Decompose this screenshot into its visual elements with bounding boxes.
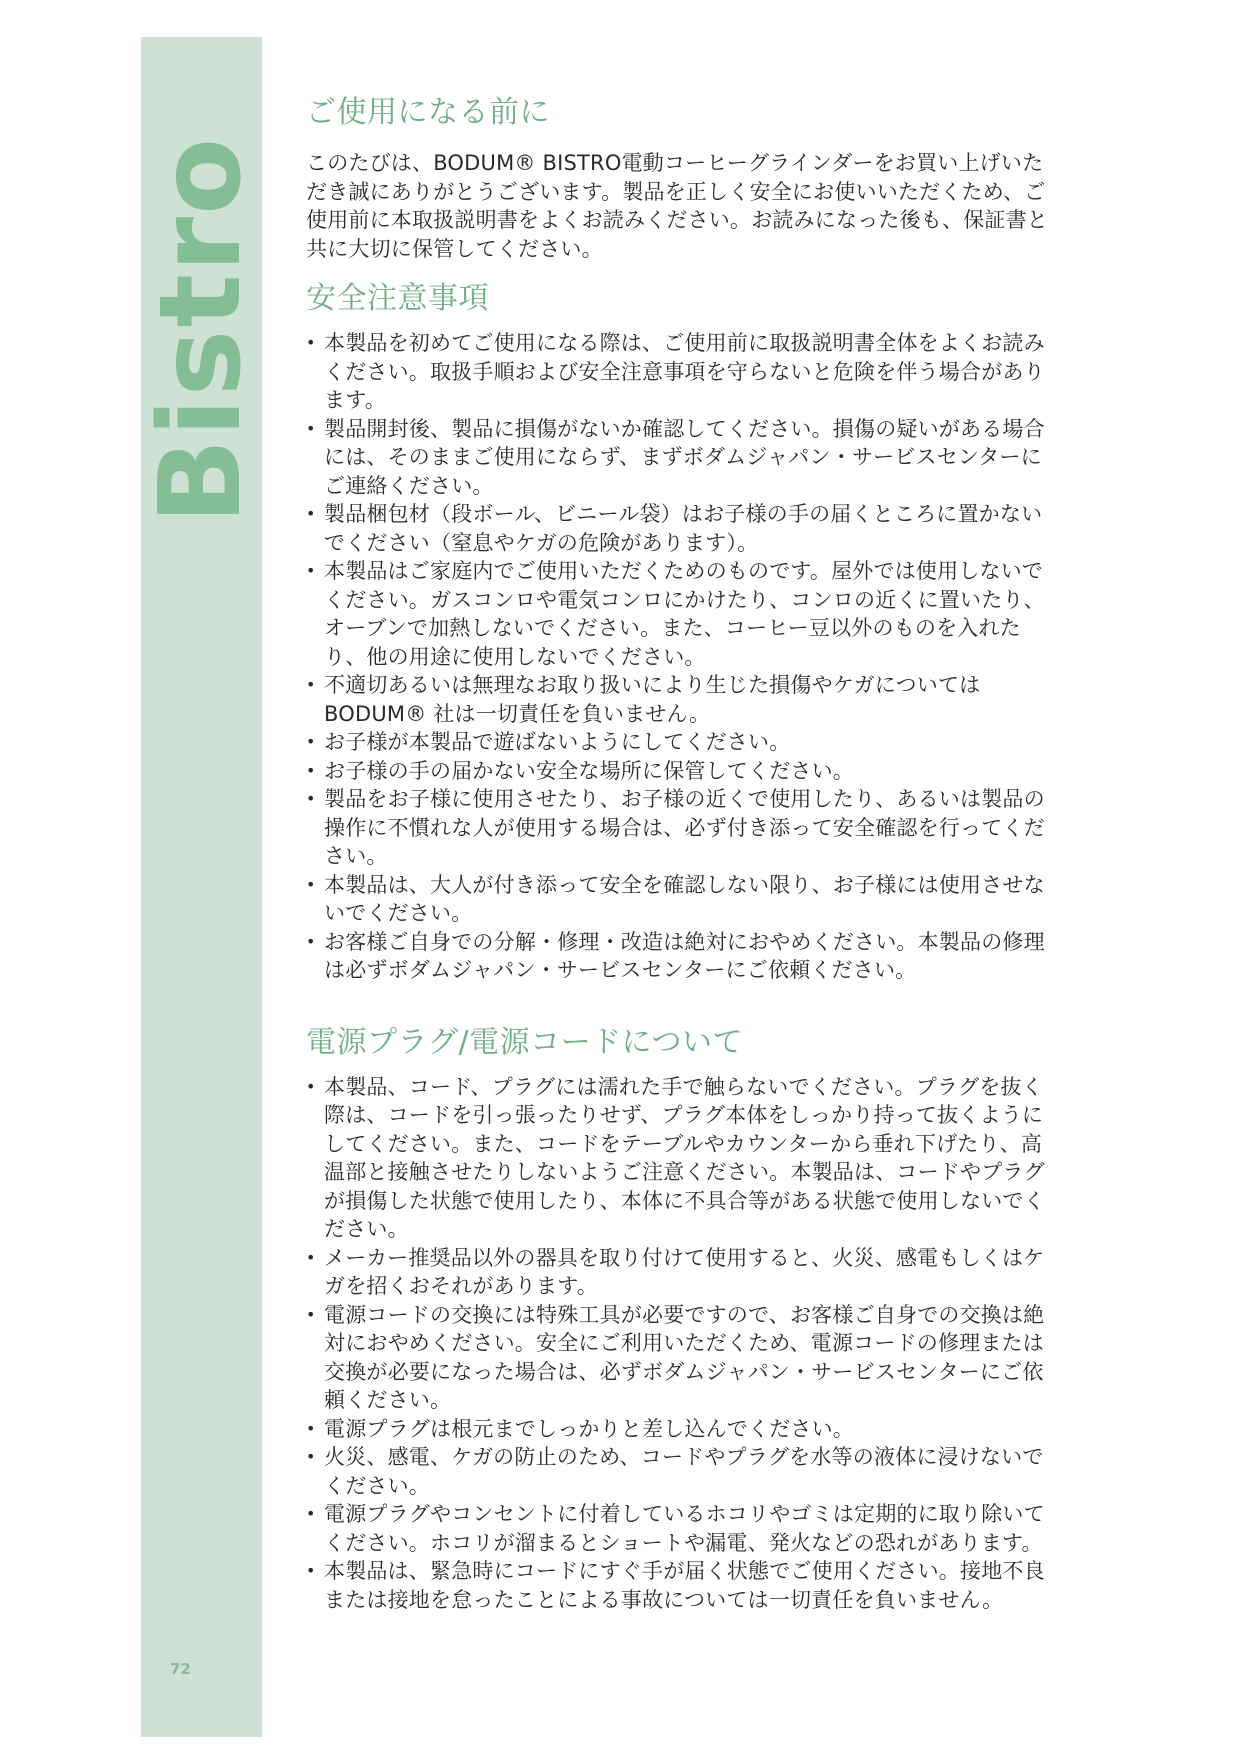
list-item: • 電源プラグは根元までしっかりと差し込んでください。 xyxy=(306,1415,1060,1444)
list-item: • 電源コードの交換には特殊工具が必要ですので、お客様ご自身での交換は絶対におやめください。安全にご利用いただくため、電源コードの修理または交換が必要になった場合は、必ずボダムジャパン・サービスセンターにご依頼ください。 xyxy=(306,1301,1060,1415)
list-item: • 本製品はご家庭内でご使用いただくためのものです。屋外では使用しないでください。ガスコンロや電気コンロにかけたり、コンロの近くに置いたり、オーブンで加熱しないでください。また、コーヒー豆以外のものを入れたり、他の用途に使用しないでください。 xyxy=(306,557,1060,671)
main-content xyxy=(306,93,1060,1614)
power-cord-list xyxy=(306,1073,1060,1615)
page-number: 72 xyxy=(170,1660,191,1678)
section-title-before-use: ご使用になる前に xyxy=(306,95,550,130)
list-item: • 本製品は、緊急時にコードにすぐ手が届く状態でご使用ください。接地不良または接地を怠ったことによる事故については一切責任を負いません。 xyxy=(306,1557,1060,1614)
list-item: • 本製品を初めてご使用になる際は、ご使用前に取扱説明書全体をよくお読みください。取扱手順および安全注意事項を守らないと危険を伴う場合があります。 xyxy=(306,329,1060,415)
list-item: • 火災、感電、ケガの防止のため、コードやプラグを水等の液体に浸けないでください。 xyxy=(306,1443,1060,1500)
safety-list xyxy=(306,329,1060,985)
list-item: • 不適切あるいは無理なお取り扱いにより生じた損傷やケガについてはBODUM® 社は一切責任を負いません。 xyxy=(306,671,1060,728)
brand-logo xyxy=(136,130,267,530)
list-item: • お子様の手の届かない安全な場所に保管してください。 xyxy=(306,757,1060,786)
list-item: • 電源プラグやコンセントに付着しているホコリやゴミは定期的に取り除いてください。ホコリが溜まるとショートや漏電、発火などの恐れがあります。 xyxy=(306,1500,1060,1557)
list-item: • メーカー推奨品以外の器具を取り付けて使用すると、火災、感電もしくはケガを招くおそれがあります。 xyxy=(306,1244,1060,1301)
list-item: • お子様が本製品で遊ばないようにしてください。 xyxy=(306,728,1060,757)
section-title-safety: 安全注意事項 xyxy=(306,281,489,316)
brand-text: Bistro xyxy=(136,135,267,525)
list-item: • 製品梱包材（段ボール、ビニール袋）はお子様の手の届くところに置かないでください（窒息やケガの危険があります）。 xyxy=(306,500,1060,557)
section-title-power-cord: 電源プラグ/電源コードについて xyxy=(306,1024,744,1060)
list-item: • 製品をお子様に使用させたり、お子様の近くで使用したり、あるいは製品の操作に不慣れな人が使用する場合は、必ず付き添って安全確認を行ってください。 xyxy=(306,785,1060,871)
list-item: • 本製品、コード、プラグには濡れた手で触らないでください。プラグを抜く際は、コードを引っ張ったりせず、プラグ本体をしっかり持って抜くようにしてください。また、コードをテーブルやカウンターから垂れ下げたり、高温部と接触させたりしないようご注意ください。本製品は、コードやプラグが損傷した状態で使用したり、本体に不具合等がある状態で使用しないでください。 xyxy=(306,1073,1060,1244)
intro-paragraph: このたびは、BODUM® BISTRO電動コーヒーグラインダーをお買い上げいただき誠にありがとうございます。製品を正しく安全にお使いいただくため、ご使用前に本取扱説明書をよくお読みください。お読みになった後も、保証書と共に大切に保管してください。 xyxy=(306,151,1048,261)
list-item: • お客様ご自身での分解・修理・改造は絶対におやめください。本製品の修理は必ずボダムジャパン・サービスセンターにご依頼ください。 xyxy=(306,928,1060,985)
list-item: • 製品開封後、製品に損傷がないか確認してください。損傷の疑いがある場合には、そのままご使用にならず、まずボダムジャパン・サービスセンターにご連絡ください。 xyxy=(306,415,1060,501)
list-item: • 本製品は、大人が付き添って安全を確認しない限り、お子様には使用させないでください。 xyxy=(306,871,1060,928)
